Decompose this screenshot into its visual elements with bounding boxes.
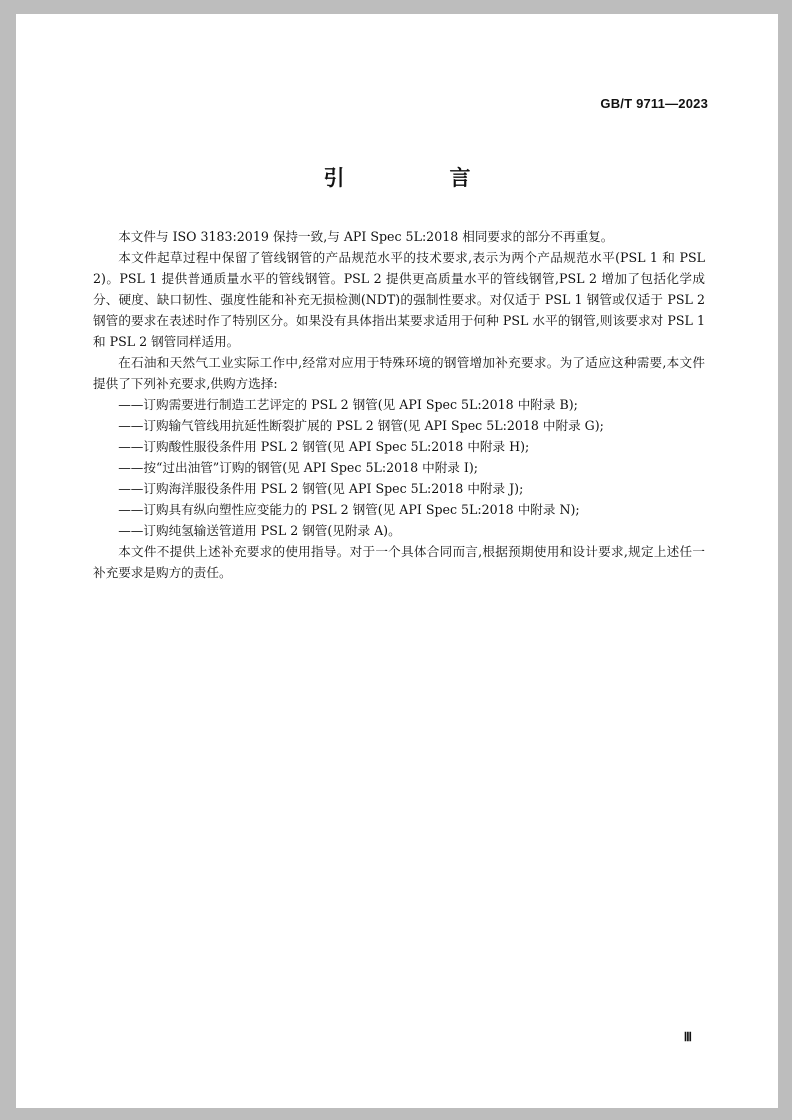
paragraph-2: 本文件起草过程中保留了管线钢管的产品规范水平的技术要求,表示为两个产品规范水平(PSL 1 和 PSL 2)。PSL 1 提供普通质量水平的管线钢管。PSL 2 提供更高质量水平的管线钢管,PSL 2 增加了包括化学成分、硬度、缺口韧性、强度性能和补充无损检测(NDT)的强制性要求。对仅适于 PSL 1 钢管或仅适于 PSL 2 钢管的要求在表述时作了特别区分。如果没有具体指出某要求适用于何种 PSL 水平的钢管,则该要求对 PSL 1 和 PSL 2 钢管同样适用。	[93, 250, 705, 349]
closing-paragraph: 本文件不提供上述补充要求的使用指导。对于一个具体合同而言,根据预期使用和设计要求,规定上述任一补充要求是购方的责任。	[93, 544, 705, 580]
list-item: ——订购海洋服役条件用 PSL 2 钢管(见 API Spec 5L:2018 中附录 J);	[118, 481, 524, 496]
list-item: ——订购纯氢输送管道用 PSL 2 钢管(见附录 A)。	[118, 523, 401, 538]
page-number: Ⅲ	[683, 1030, 692, 1044]
list-item: ——按“过出油管”订购的钢管(见 API Spec 5L:2018 中附录 I);	[118, 460, 479, 475]
paragraph-1: 本文件与 ISO 3183:2019 保持一致,与 API Spec 5L:2018 相同要求的部分不再重复。	[118, 229, 614, 244]
document-page	[16, 14, 778, 1108]
list-item: ——订购具有纵向塑性应变能力的 PSL 2 钢管(见 API Spec 5L:2018 中附录 N);	[118, 502, 580, 517]
list-item: ——订购需要进行制造工艺评定的 PSL 2 钢管(见 API Spec 5L:2018 中附录 B);	[118, 397, 578, 412]
paragraph-3: 在石油和天然气工业实际工作中,经常对应用于特殊环境的钢管增加补充要求。为了适应这种需要,本文件提供了下列补充要求,供购方选择:	[93, 355, 705, 391]
list-item: ——订购酸性服役条件用 PSL 2 钢管(见 API Spec 5L:2018 中附录 H);	[118, 439, 530, 454]
document-body	[93, 226, 705, 583]
list-item: ——订购输气管线用抗延性断裂扩展的 PSL 2 钢管(见 API Spec 5L:2018 中附录 G);	[118, 418, 604, 433]
page-title: 引 言	[323, 166, 513, 190]
standard-code: GB/T 9711—2023	[600, 96, 708, 111]
